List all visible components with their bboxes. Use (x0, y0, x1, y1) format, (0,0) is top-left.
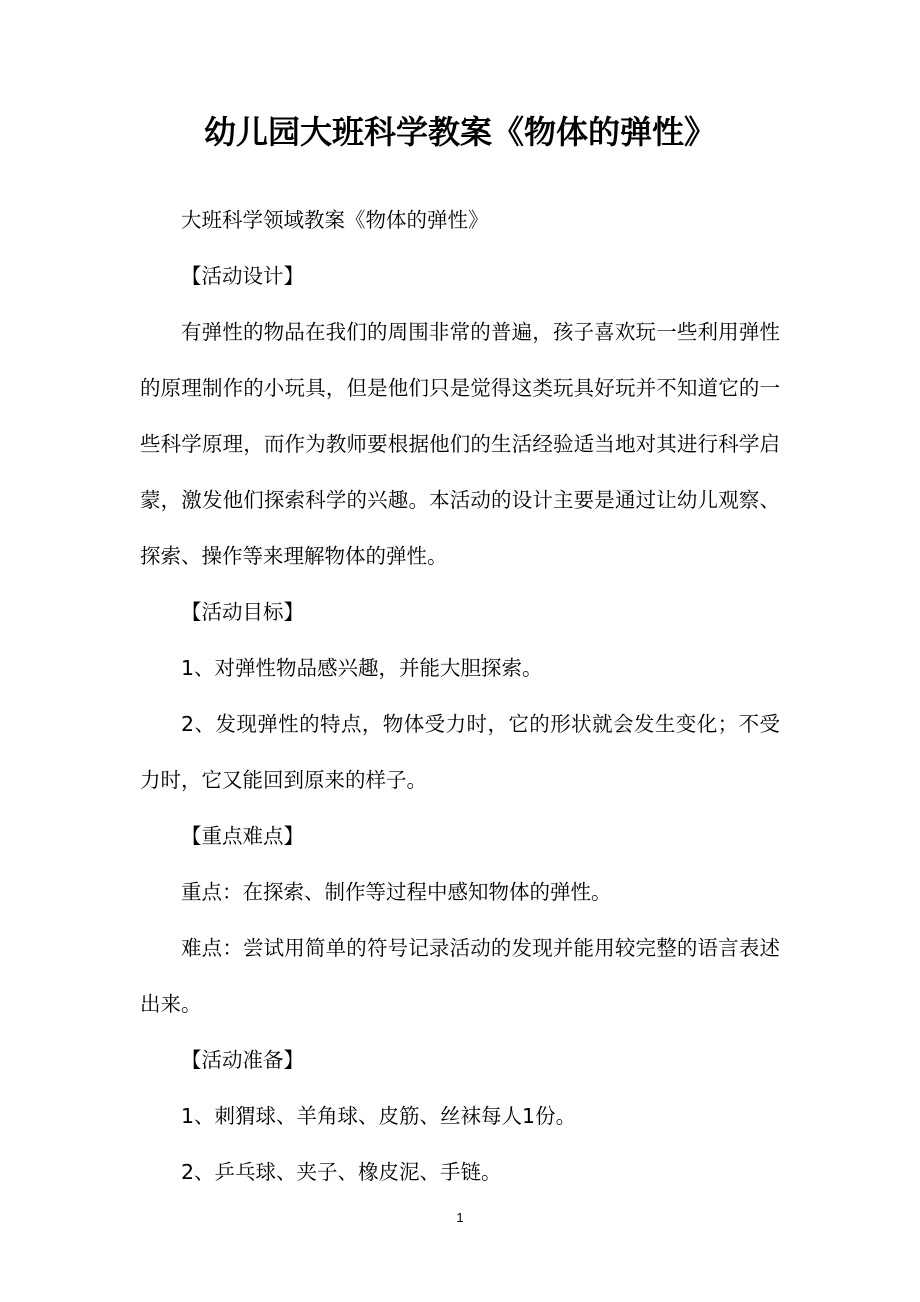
activity-design-paragraph: 有弹性的物品在我们的周围非常的普遍，孩子喜欢玩一些利用弹性的原理制作的小玩具，但是他们只是觉得这类玩具好玩并不知道它的一些科学原理，而作为教师要根据他们的生活经验适当地对其进行科学启蒙，激发他们探索科学的兴趣。本活动的设计主要是通过让幼儿观察、探索、操作等来理解物体的弹性。 (140, 320, 780, 568)
goal-item-1: 1、对弹性物品感兴趣，并能大胆探索。 (181, 656, 543, 680)
preparation-item-2: 2、乒乓球、夹子、橡皮泥、手链。 (181, 1160, 502, 1184)
section-heading-key-points: 【重点难点】 (181, 824, 304, 848)
section-heading-activity-design: 【活动设计】 (181, 264, 304, 288)
section-heading-preparation: 【活动准备】 (181, 1048, 304, 1072)
preparation-item-1: 1、刺猬球、羊角球、皮筋、丝袜每人1份。 (181, 1104, 577, 1128)
subtitle-paragraph: 大班科学领域教案《物体的弹性》 (181, 208, 489, 232)
page-number: 1 (456, 1210, 464, 1225)
goal-item-2: 2、发现弹性的特点，物体受力时，它的形状就会发生变化；不受力时，它又能回到原来的样子。 (140, 712, 780, 792)
key-point-paragraph: 重点：在探索、制作等过程中感知物体的弹性。 (181, 880, 612, 904)
difficulty-paragraph: 难点：尝试用简单的符号记录活动的发现并能用较完整的语言表述出来。 (140, 936, 780, 1016)
document-body (140, 192, 780, 1200)
document-title: 幼儿园大班科学教案《物体的弹性》 (203, 113, 716, 151)
section-heading-activity-goals: 【活动目标】 (181, 600, 304, 624)
